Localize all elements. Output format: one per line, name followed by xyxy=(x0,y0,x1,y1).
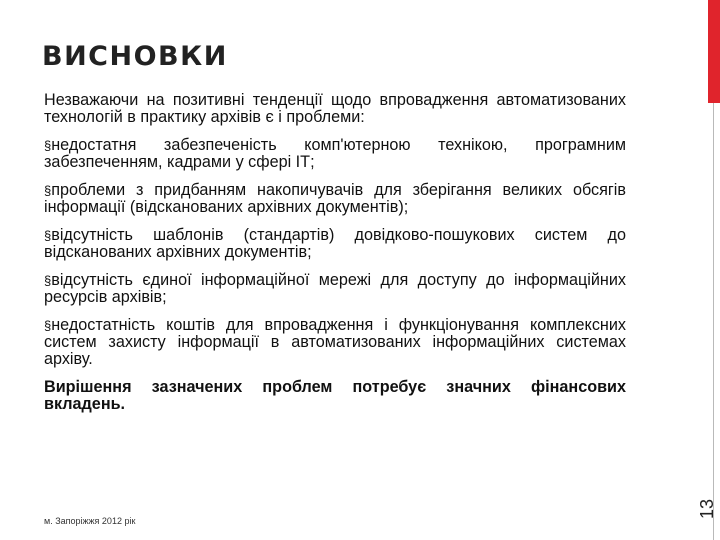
footer-text: м. Запоріжжя 2012 рік xyxy=(44,516,136,526)
accent-bar xyxy=(708,0,720,103)
bullet-text: недостатність коштів для впровадження і функціонування комплексних систем захисту інформації в автоматизованих інформаційних системах архіву. xyxy=(44,316,626,368)
bullet-item xyxy=(44,317,626,368)
intro-paragraph: Незважаючи на позитивні тенденції щодо впровадження автоматизованих технологій в практику архівів є і проблеми: xyxy=(44,91,626,126)
bullet-icon: § xyxy=(44,138,52,153)
page-number: 13 xyxy=(697,498,717,520)
bullet-icon: § xyxy=(44,318,52,333)
bullet-text: недостатня забезпеченість комп'ютерною технікою, програмним забезпеченням, кадрами у сфері ІТ; xyxy=(44,136,626,171)
bullet-text: проблеми з придбанням накопичувачів для зберігання великих обсягів інформації (відсканованих архівних документів); xyxy=(44,181,626,216)
bullet-item xyxy=(44,182,626,216)
bullet-text: відсутність єдиної інформаційної мережі для доступу до інформаційних ресурсів архівів; xyxy=(44,271,626,306)
conclusion-paragraph: Вирішення зазначених проблем потребує значних фінансових вкладень. xyxy=(44,378,626,413)
bullet-item xyxy=(44,137,626,171)
bullet-item xyxy=(44,272,626,306)
slide-title: ВИСНОВКИ xyxy=(42,41,228,72)
bullet-item xyxy=(44,227,626,261)
bullet-icon: § xyxy=(44,228,52,243)
bullet-icon: § xyxy=(44,273,52,288)
slide-body xyxy=(44,92,626,424)
vertical-divider xyxy=(713,103,714,540)
bullet-text: відсутність шаблонів (стандартів) довідково-пошукових систем до відсканованих архівних документів; xyxy=(44,226,626,261)
bullet-icon: § xyxy=(44,183,52,198)
